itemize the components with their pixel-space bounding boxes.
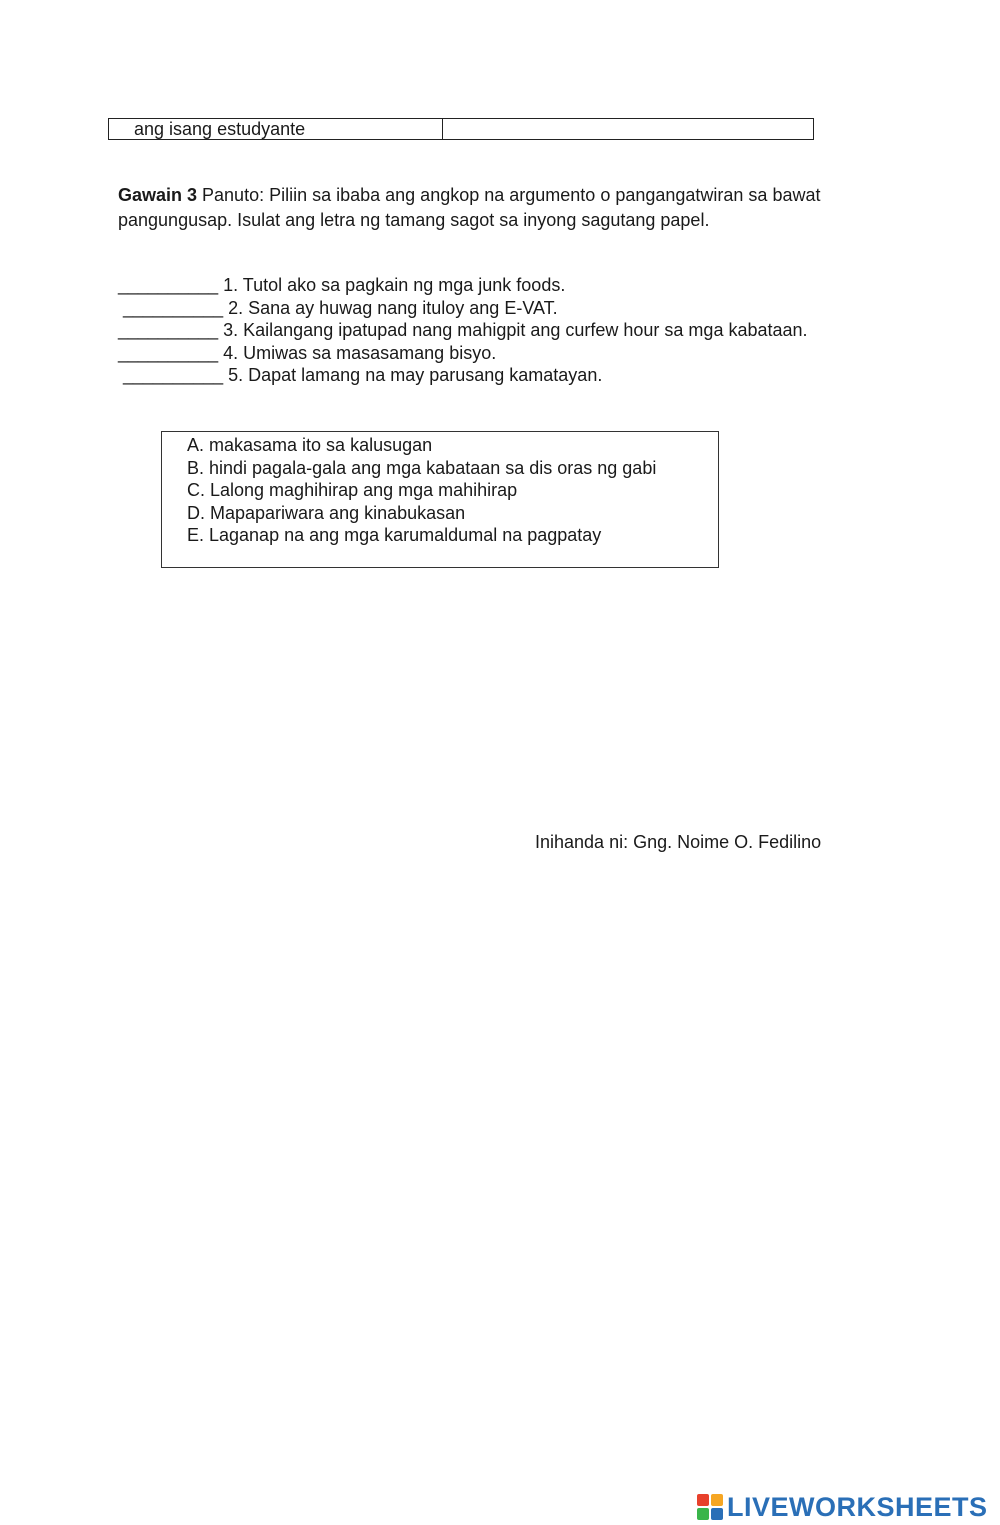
logo-square-orange bbox=[711, 1494, 723, 1506]
choice-a: A. makasama ito sa kalusugan bbox=[187, 435, 433, 455]
choice-d: D. Mapapariwara ang kinabukasan bbox=[187, 502, 466, 523]
item-list bbox=[118, 274, 808, 387]
choice-list bbox=[187, 434, 656, 547]
logo-square-blue bbox=[711, 1508, 723, 1520]
instruction bbox=[118, 183, 878, 233]
top-table-right-cell bbox=[443, 119, 813, 139]
logo-text: LIVEWORKSHEETS bbox=[727, 1491, 988, 1522]
item-2[interactable]: __________ 2. Sana ay huwag nang ituloy ang E-VAT. bbox=[118, 297, 558, 318]
choice-e: E. Laganap na ang mga karumaldumal na pagpatay bbox=[187, 525, 602, 545]
logo-square-green bbox=[697, 1508, 709, 1520]
choices-box bbox=[161, 431, 719, 568]
logo-square-red bbox=[697, 1494, 709, 1506]
item-5[interactable]: __________ 5. Dapat lamang na may parusang kamatayan. bbox=[118, 365, 603, 385]
choice-b: B. hindi pagala-gala ang mga kabataan sa dis oras ng gabi bbox=[187, 457, 657, 478]
item-3[interactable]: __________ 3. Kailangang ipatupad nang mahigpit ang curfew hour sa mga kabataan. bbox=[118, 320, 808, 340]
liveworksheets-logo-icon bbox=[697, 1494, 723, 1520]
instruction-title: Gawain 3 bbox=[118, 185, 198, 205]
item-4[interactable]: __________ 4. Umiwas sa masasamang bisyo. bbox=[118, 342, 497, 363]
choice-c: C. Lalong maghihirap ang mga mahihirap bbox=[187, 480, 518, 500]
prepared-by: Inihanda ni: Gng. Noime O. Fedilino bbox=[535, 832, 822, 852]
liveworksheets-logo bbox=[697, 1490, 988, 1524]
item-1[interactable]: __________ 1. Tutol ako sa pagkain ng mga junk foods. bbox=[118, 275, 566, 295]
top-table bbox=[108, 118, 814, 140]
instruction-text: Panuto: Piliin sa ibaba ang angkop na argumento o pangangatwiran sa bawat pangungusap. Isulat ang letra ng tamang sagot sa inyong sagutang papel. bbox=[118, 185, 821, 230]
top-table-left-cell: ang isang estudyante bbox=[109, 119, 443, 139]
